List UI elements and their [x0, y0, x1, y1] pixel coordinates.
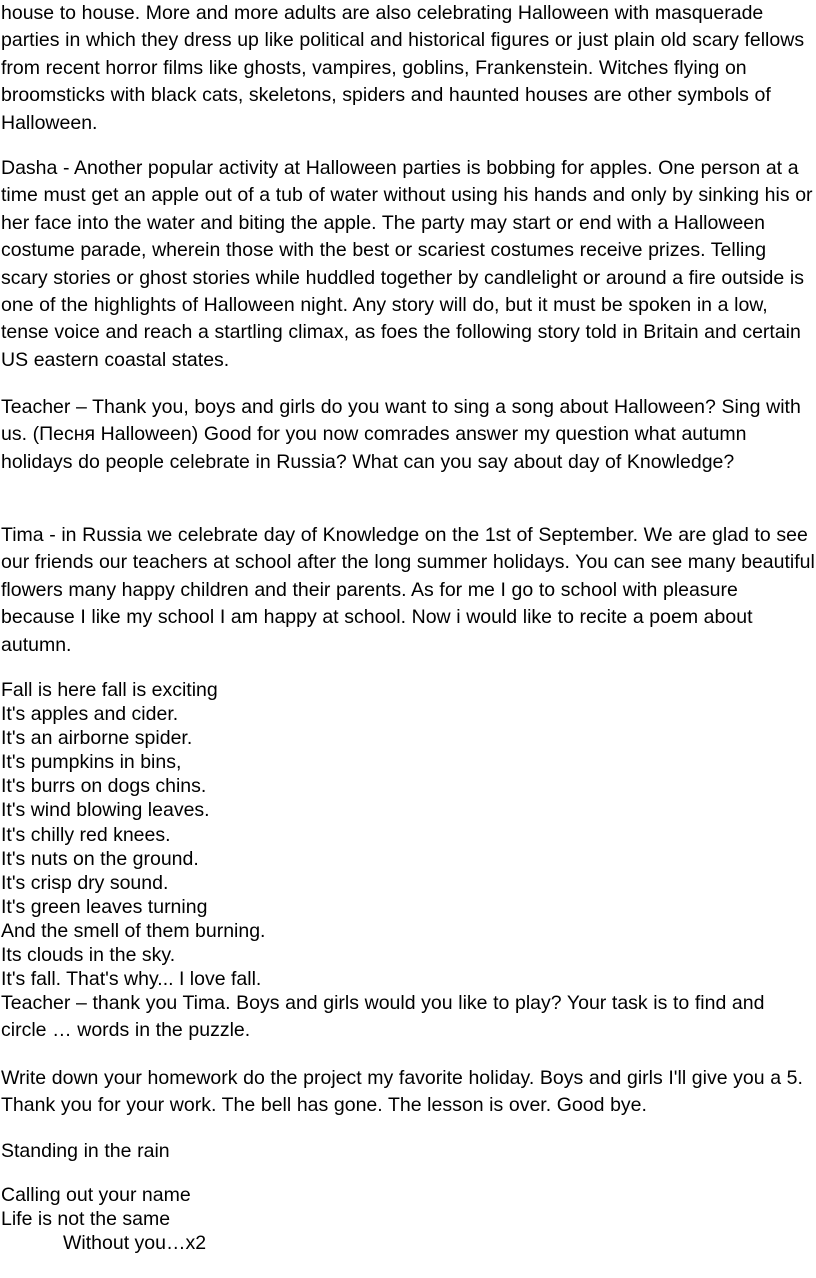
poem-line: And the smell of them burning.: [1, 919, 266, 942]
paragraph-teacher-song: Teacher – Thank you, boys and girls do you want to sing a song about Halloween? Sing with us. (Песня Halloween) Good for you now comrades answer my question what autumn holidays do people celebrate in Russia? What can you say about day of Knowledge?: [1, 396, 801, 473]
song-lyrics: [1, 1183, 815, 1255]
poem-line: It's green leaves turning: [1, 895, 208, 918]
poem-line: It's nuts on the ground.: [1, 847, 199, 870]
poem-line: It's an airborne spider.: [1, 727, 193, 750]
song-line: Life is not the same: [1, 1208, 171, 1231]
poem-line: It's pumpkins in bins,: [1, 751, 182, 774]
poem-line: Its clouds in the sky.: [1, 944, 176, 967]
paragraph-tima: Tima - in Russia we celebrate day of Knowledge on the 1st of September. We are glad to see our friends our teachers at school after the long summer holidays. You can see many beautiful flowers many happy children and their parents. As for me I go to school with pleasure because I like my school I am happy at school. Now i would like to recite a poem about autumn.: [1, 524, 815, 656]
poem-line: It's wind blowing leaves.: [1, 799, 210, 822]
poem-line: It's apples and cider.: [1, 703, 179, 726]
poem-line: It's burrs on dogs chins.: [1, 775, 207, 798]
poem-line: It's fall. That's why... I love fall.: [1, 968, 262, 991]
song-intro-line: Standing in the rain: [1, 1140, 170, 1162]
song-line: Without you…x2: [63, 1232, 207, 1255]
paragraph-homework: Write down your homework do the project my favorite holiday. Boys and girls I'll give you a 5. Thank you for your work. The bell has gone. The lesson is over. Good bye.: [1, 1067, 803, 1117]
paragraph-halloween-customs: house to house. More and more adults are also celebrating Halloween with masquerade parties in which they dress up like political and historical figures or just plain old scary fellows from recent horror films like ghosts, vampires, goblins, Frankenstein. Witches flying on broomsticks with black cats, skeletons, spiders and haunted houses are other symbols of Halloween.: [1, 2, 805, 134]
paragraph-teacher-puzzle: Teacher – thank you Tima. Boys and girls would you like to play? Your task is to find and circle … words in the puzzle.: [1, 992, 765, 1042]
song-line: Calling out your name: [1, 1184, 191, 1206]
poem-line: It's chilly red knees.: [1, 823, 171, 846]
poem-line: It's crisp dry sound.: [1, 871, 169, 894]
poem-autumn: [1, 678, 815, 991]
paragraph-dasha: Dasha - Another popular activity at Halloween parties is bobbing for apples. One person at a time must get an apple out of a tub of water without using his hands and only by sinking his or her face into the water and biting the apple. The party may start or end with a Halloween costume parade, wherein those with the best or scariest costumes receive prizes. Telling scary stories or ghost stories while huddled together by candlelight or around a fire outside is one of the highlights of Halloween night. Any story will do, but it must be spoken in a low, tense voice and reach a startling climax, as foes the following story told in Britain and certain US eastern coastal states.: [1, 157, 813, 371]
poem-line: Fall is here fall is exciting: [1, 679, 218, 701]
